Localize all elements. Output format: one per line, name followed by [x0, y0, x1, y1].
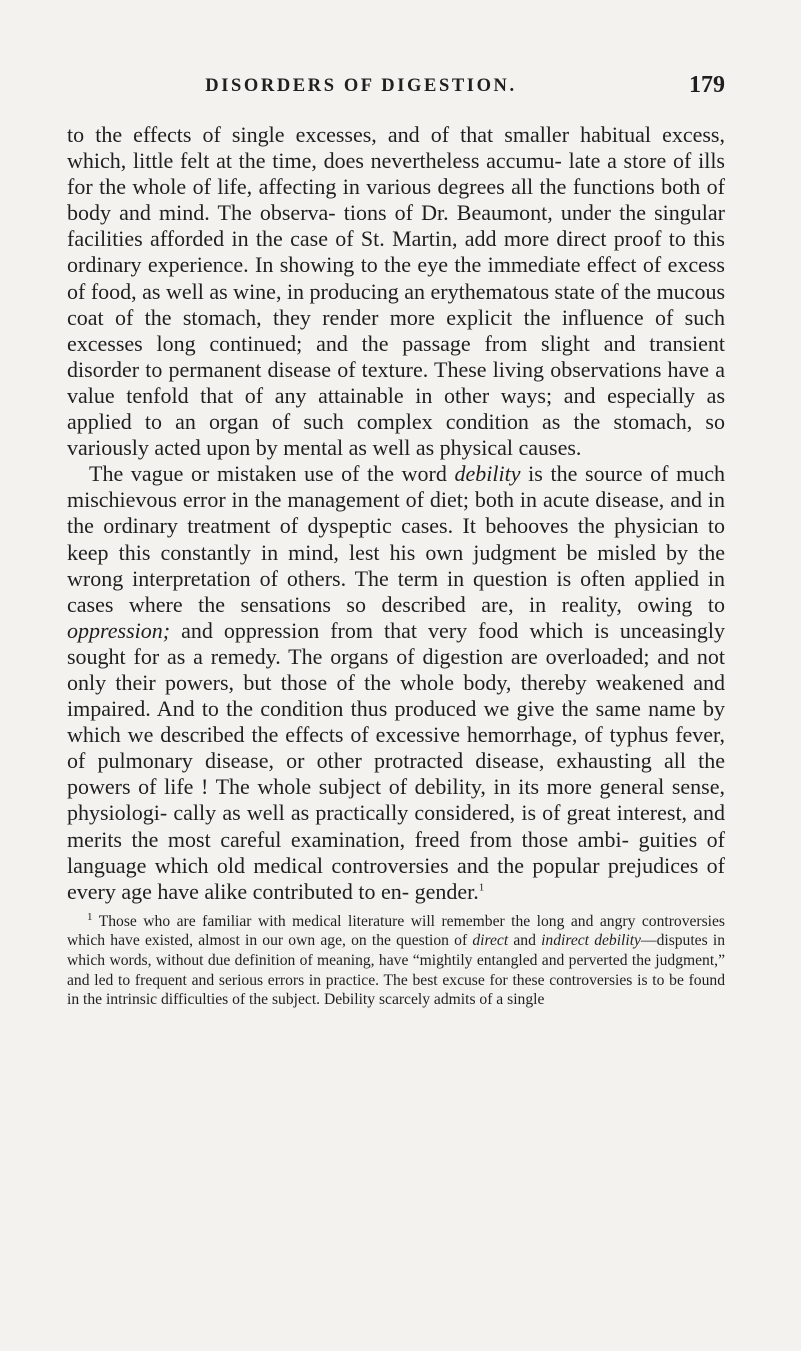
italic-debility: debility: [454, 461, 521, 487]
footnote-text: Those who are familiar with medical literature will remember the long and angry controversies which have existed, almost in our own age, on the question of: [67, 912, 725, 950]
paragraph-continued: to the effects of single excesses, and of that smaller habitual excess, which, little felt at the time, does nevertheless accumu- late a store of ills for the whole of life, affecting in various degrees all the functions both of body and mind. The observa- tions of Dr. Beaumont, under the singular facilities afforded in the case of St. Martin, add more direct proof to this ordinary experience. In showing to the eye the immediate effect of excess of food, as well as wine, in producing an erythematous state of the mucous coat of the stomach, they render more explicit the influence of such excesses long continued; and the passage from slight and transient disorder to permanent disease of texture. These living observations have a value tenfold that of any attainable in other ways; and especially as applied to an organ of such complex condition as the stomach, so variously acted upon by mental as well as physical causes.: [67, 122, 726, 461]
footnote-text: —disputes in which words, without due definition of meaning, have “mightily entangled and perverted the judgment,” and led to frequent and serious errors in practice. The best excuse for these controversies is to be found in the intrinsic difficulties of the subject. Debility scarcely admits of a single: [67, 932, 726, 1009]
footnote: [67, 912, 725, 1010]
body-text: [67, 122, 725, 905]
italic-direct: direct: [472, 932, 509, 950]
italic-oppression: oppression;: [67, 617, 171, 643]
italic-indirect-debility: indirect debility: [541, 932, 641, 950]
text-run: is the source of much mischievous error in the management of diet; both in acute disease, and in the ordinary treatment of dyspeptic cases. It behooves the physician to keep this constantly in mind, lest his own judgment be misled by the wrong interpretation of others. The term in question is often applied in cases where the sensations so described are, in reality, owing to: [67, 461, 725, 617]
running-title: DISORDERS OF DIGESTION.: [205, 76, 517, 96]
footnote-marker: 1: [87, 910, 93, 923]
footnote-reference: 1: [478, 881, 485, 894]
text-run: and oppression from that very food which is unceasingly sought for as a remedy. The organs of digestion are overloaded; and not only their powers, but those of the whole body, thereby weakened and impaired. And to the condition thus produced we give the same name by which we described the effects of excessive hemorrhage, of typhus fever, of pulmonary disease, or other protracted disease, exhausting all the powers of life ! The whole subject of debility, in its more general sense, physiologi- cally as well as practically considered, is of great interest, and merits the most careful examination, freed from those ambi- guities of language which old medical controversies and the popular prejudices of every age have alike contributed to en- gender.: [67, 617, 725, 904]
page-number: 179: [689, 72, 725, 98]
text-run: The vague or mistaken use of the word: [89, 461, 455, 487]
footnote-text: and: [508, 932, 542, 950]
book-page: [67, 72, 725, 1010]
running-head: [67, 72, 725, 102]
paragraph-debility: [67, 461, 725, 905]
